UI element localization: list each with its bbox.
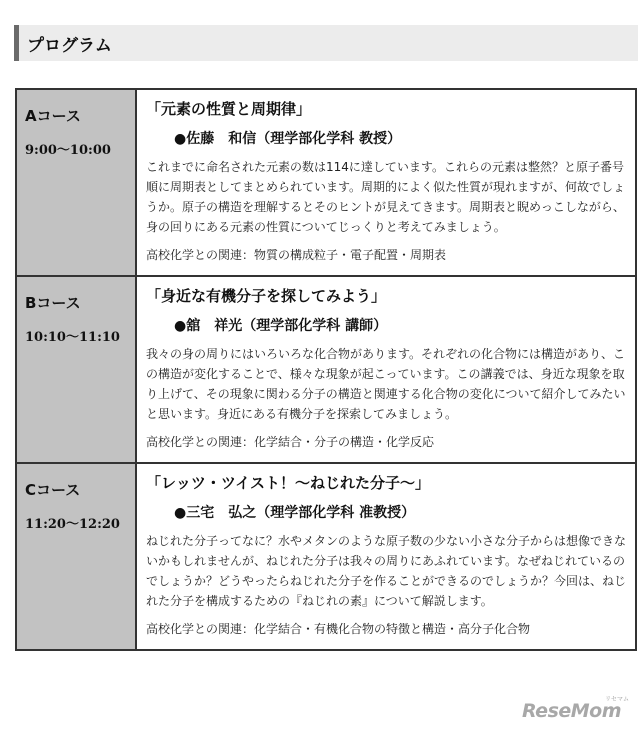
lecture-title: 「レッツ・ツイスト！～ねじれた分子～」 [146, 474, 430, 492]
course-time: 9:00～10:00 [25, 143, 111, 158]
curriculum-relation: 高校化学との関連：物質の構成粒子・電子配置・周期表 [146, 248, 447, 262]
lecturer-name: ●三宅 弘之（理学部化学科 准教授） [174, 505, 416, 521]
lecture-title: 「元素の性質と周期律」 [146, 100, 312, 118]
course-cell-b [16, 276, 136, 463]
lecture-description: ねじれた分子ってなに？水やメタンのような原子数の少ない小さな分子からは想像できないかもしれませんが、ねじれた分子は我々の周りにあふれています。なぜねじれているのでしょうか？どうやったらねじれた分子を作ることができるのでしょうか？今回は、ねじれた分子を構成するための『ねじれの素』について解説します。 [146, 534, 627, 608]
lecturer-name: ●佐藤 和信（理学部化学科 教授） [174, 131, 402, 147]
resemom-logo-sub: リセマム [605, 696, 629, 703]
section-heading [14, 25, 638, 61]
resemom-logo: ReseMom [522, 700, 622, 722]
curriculum-relation: 高校化学との関連：化学結合・分子の構造・化学反応 [146, 435, 435, 449]
course-detail-b [136, 276, 636, 463]
course-cell-a [16, 89, 136, 276]
program-table [15, 88, 637, 651]
course-time: 10:10～11:10 [25, 330, 120, 345]
lecture-title: 「身近な有機分子を探してみよう」 [146, 287, 387, 305]
lecturer-name: ●舘 祥光（理学部化学科 講師） [174, 318, 388, 334]
course-name: Aコース [25, 107, 81, 125]
section-title: プログラム [27, 36, 112, 56]
course-row-c [16, 463, 636, 650]
curriculum-relation: 高校化学との関連：化学結合・有機化合物の特徴と構造・高分子化合物 [146, 622, 531, 636]
lecture-description: 我々の身の周りにはいろいろな化合物があります。それぞれの化合物には構造があり、この構造が変化することで、様々な現象が起こっています。この講義では、身近な現象を取り上げて、その現象に関わる分子の構造と関連する化合物の変化について紹介してみたいと思います。身近にある有機分子を探索してみましょう。 [146, 347, 626, 421]
course-detail-a [136, 89, 636, 276]
course-row-a [16, 89, 636, 276]
course-name: Cコース [25, 481, 81, 499]
lecture-description: これまでに命名された元素の数は114に達しています。これらの元素は整然？と原子番号順に周期表としてまとめられています。周期的によく似た性質が現れますが、何故でしょうか。原子の構造を理解するとそのヒントが見えてきます。周期表と睨めっこしながら、身の回りにある元素の性質についてじっくりと考えてみましょう。 [146, 160, 626, 234]
course-detail-c [136, 463, 636, 650]
course-cell-c [16, 463, 136, 650]
course-time: 11:20～12:20 [25, 517, 120, 532]
course-row-b [16, 276, 636, 463]
course-name: Bコース [25, 294, 81, 312]
